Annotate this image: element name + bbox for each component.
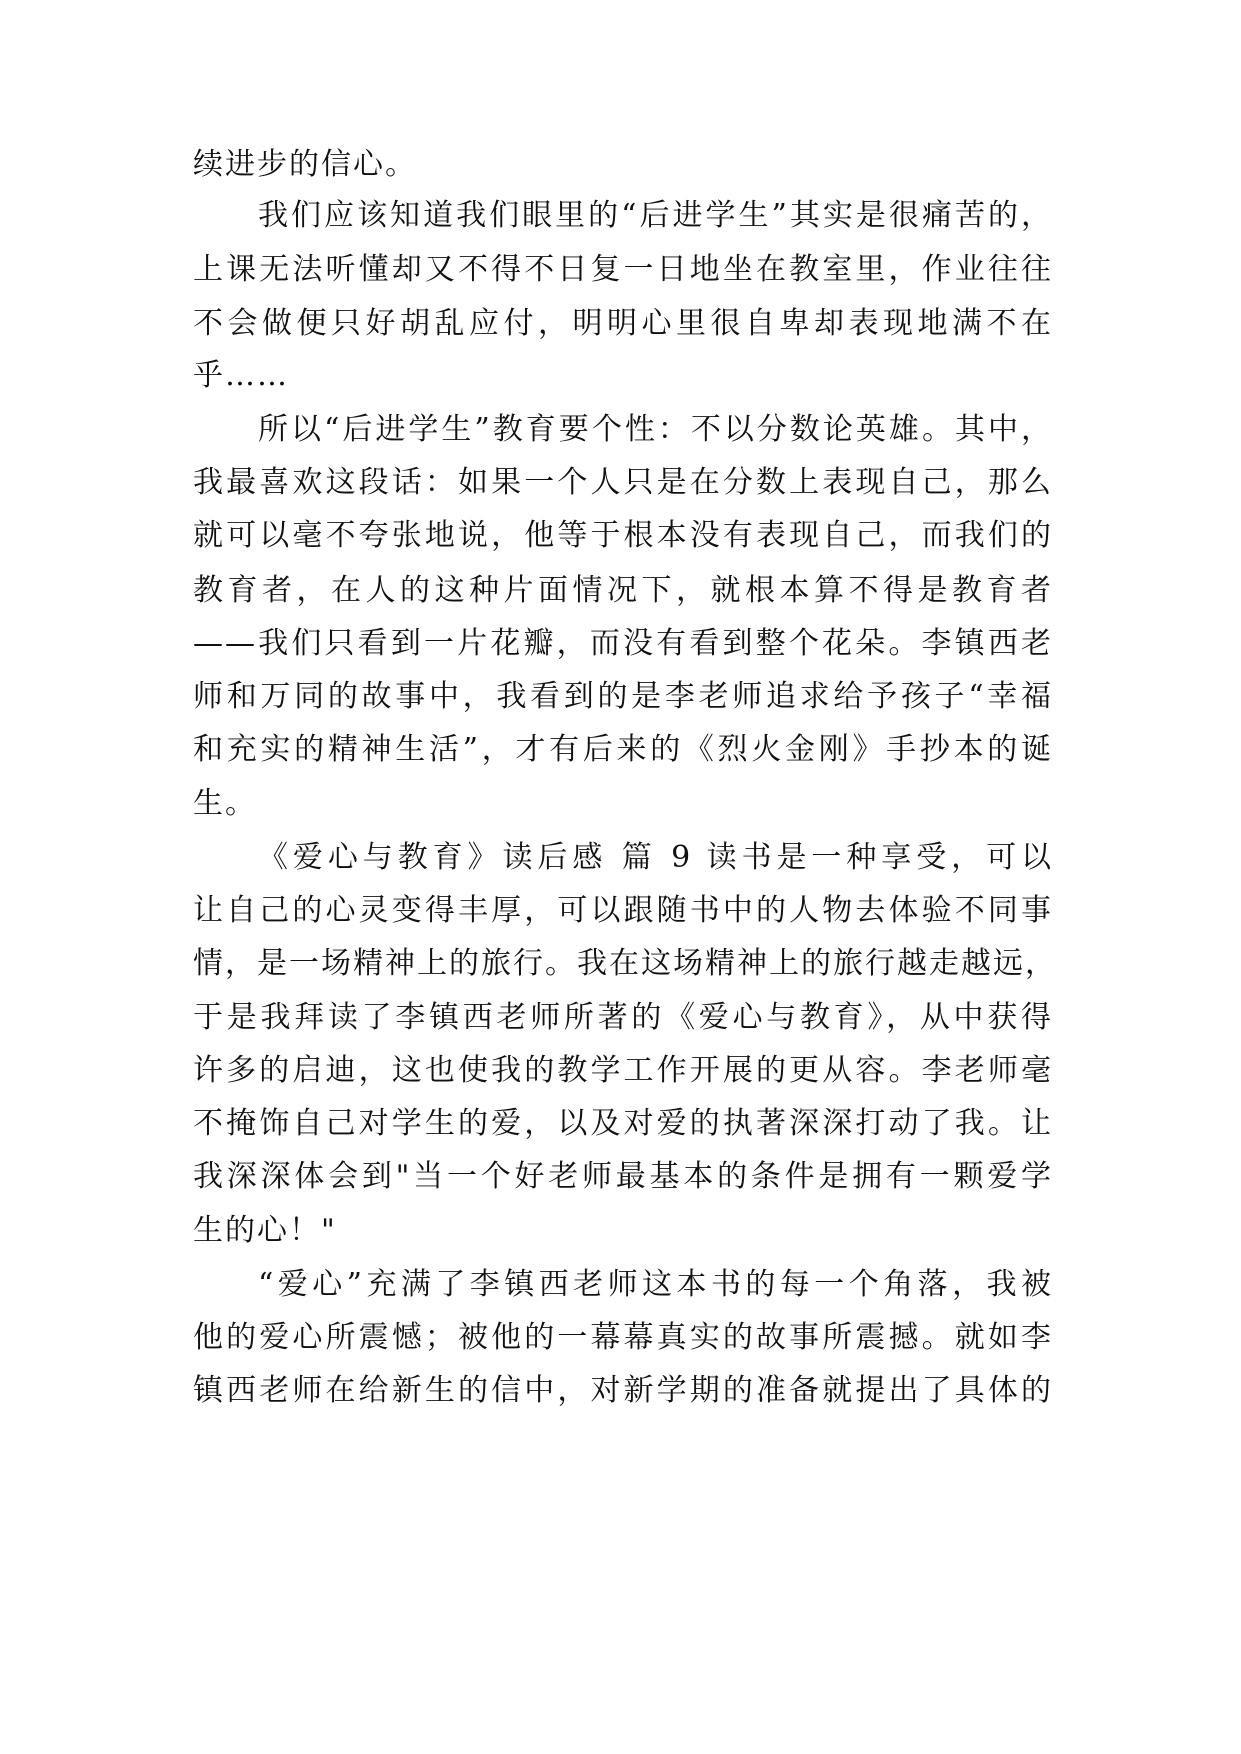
- text-line: 教育者，在人的这种片面情况下，就根本算不得是教育者: [193, 573, 1053, 608]
- text-line: 上课无法听懂却又不得不日复一日地坐在教室里，作业往往: [193, 252, 1053, 287]
- text-line: 我深深体会到"当一个好老师最基本的条件是拥有一颗爱学: [193, 1159, 1053, 1194]
- paragraph-start-line: 我们应该知道我们眼里的“后进学生”其实是很痛苦的，: [258, 198, 1053, 233]
- text-line: 续进步的信心。: [193, 147, 417, 182]
- text-line: 于是我拜读了李镇西老师所著的《爱心与教育》，从中获得: [193, 1000, 1053, 1035]
- text-line: 不掩饰自己对学生的爱，以及对爱的执著深深打动了我。让: [193, 1106, 1053, 1141]
- text-line: 我最喜欢这段话：如果一个人只是在分数上表现自己，那么: [193, 465, 1053, 500]
- text-line: ——我们只看到一片花瓣，而没有看到整个花朵。李镇西老: [193, 626, 1053, 661]
- text-line: 让自己的心灵变得丰厚，可以跟随书中的人物去体验不同事: [193, 893, 1053, 928]
- paragraph-start-line: “爱心”充满了李镇西老师这本书的每一个角落，我被: [258, 1267, 1053, 1302]
- text-line: 就可以毫不夸张地说，他等于根本没有表现自己，而我们的: [193, 518, 1053, 553]
- text-line: 镇西老师在给新生的信中，对新学期的准备就提出了具体的: [193, 1373, 1053, 1408]
- paragraph-start-line: 所以“后进学生”教育要个性：不以分数论英雄。其中，: [258, 412, 1053, 447]
- text-line: 许多的启迪，这也使我的教学工作开展的更从容。李老师毫: [193, 1053, 1053, 1088]
- text-line: 生。: [193, 786, 257, 821]
- text-line: 他的爱心所震憾；被他的一幕幕真实的故事所震撼。就如李: [193, 1320, 1053, 1355]
- text-line: 师和万同的故事中，我看到的是李老师追求给予孩子“幸福: [193, 679, 1053, 714]
- text-line: 乎……: [193, 358, 289, 393]
- text-line: 和充实的精神生活”，才有后来的《烈火金刚》手抄本的诞: [193, 732, 1053, 767]
- text-line: 生的心！": [193, 1213, 337, 1248]
- text-line: 情，是一场精神上的旅行。我在这场精神上的旅行越走越远，: [193, 946, 1057, 981]
- text-line: 不会做便只好胡乱应付，明明心里很自卑却表现地满不在: [193, 306, 1053, 341]
- section-heading-line: 《爱心与教育》读后感 篇 9 读书是一种享受，可以: [258, 840, 1053, 875]
